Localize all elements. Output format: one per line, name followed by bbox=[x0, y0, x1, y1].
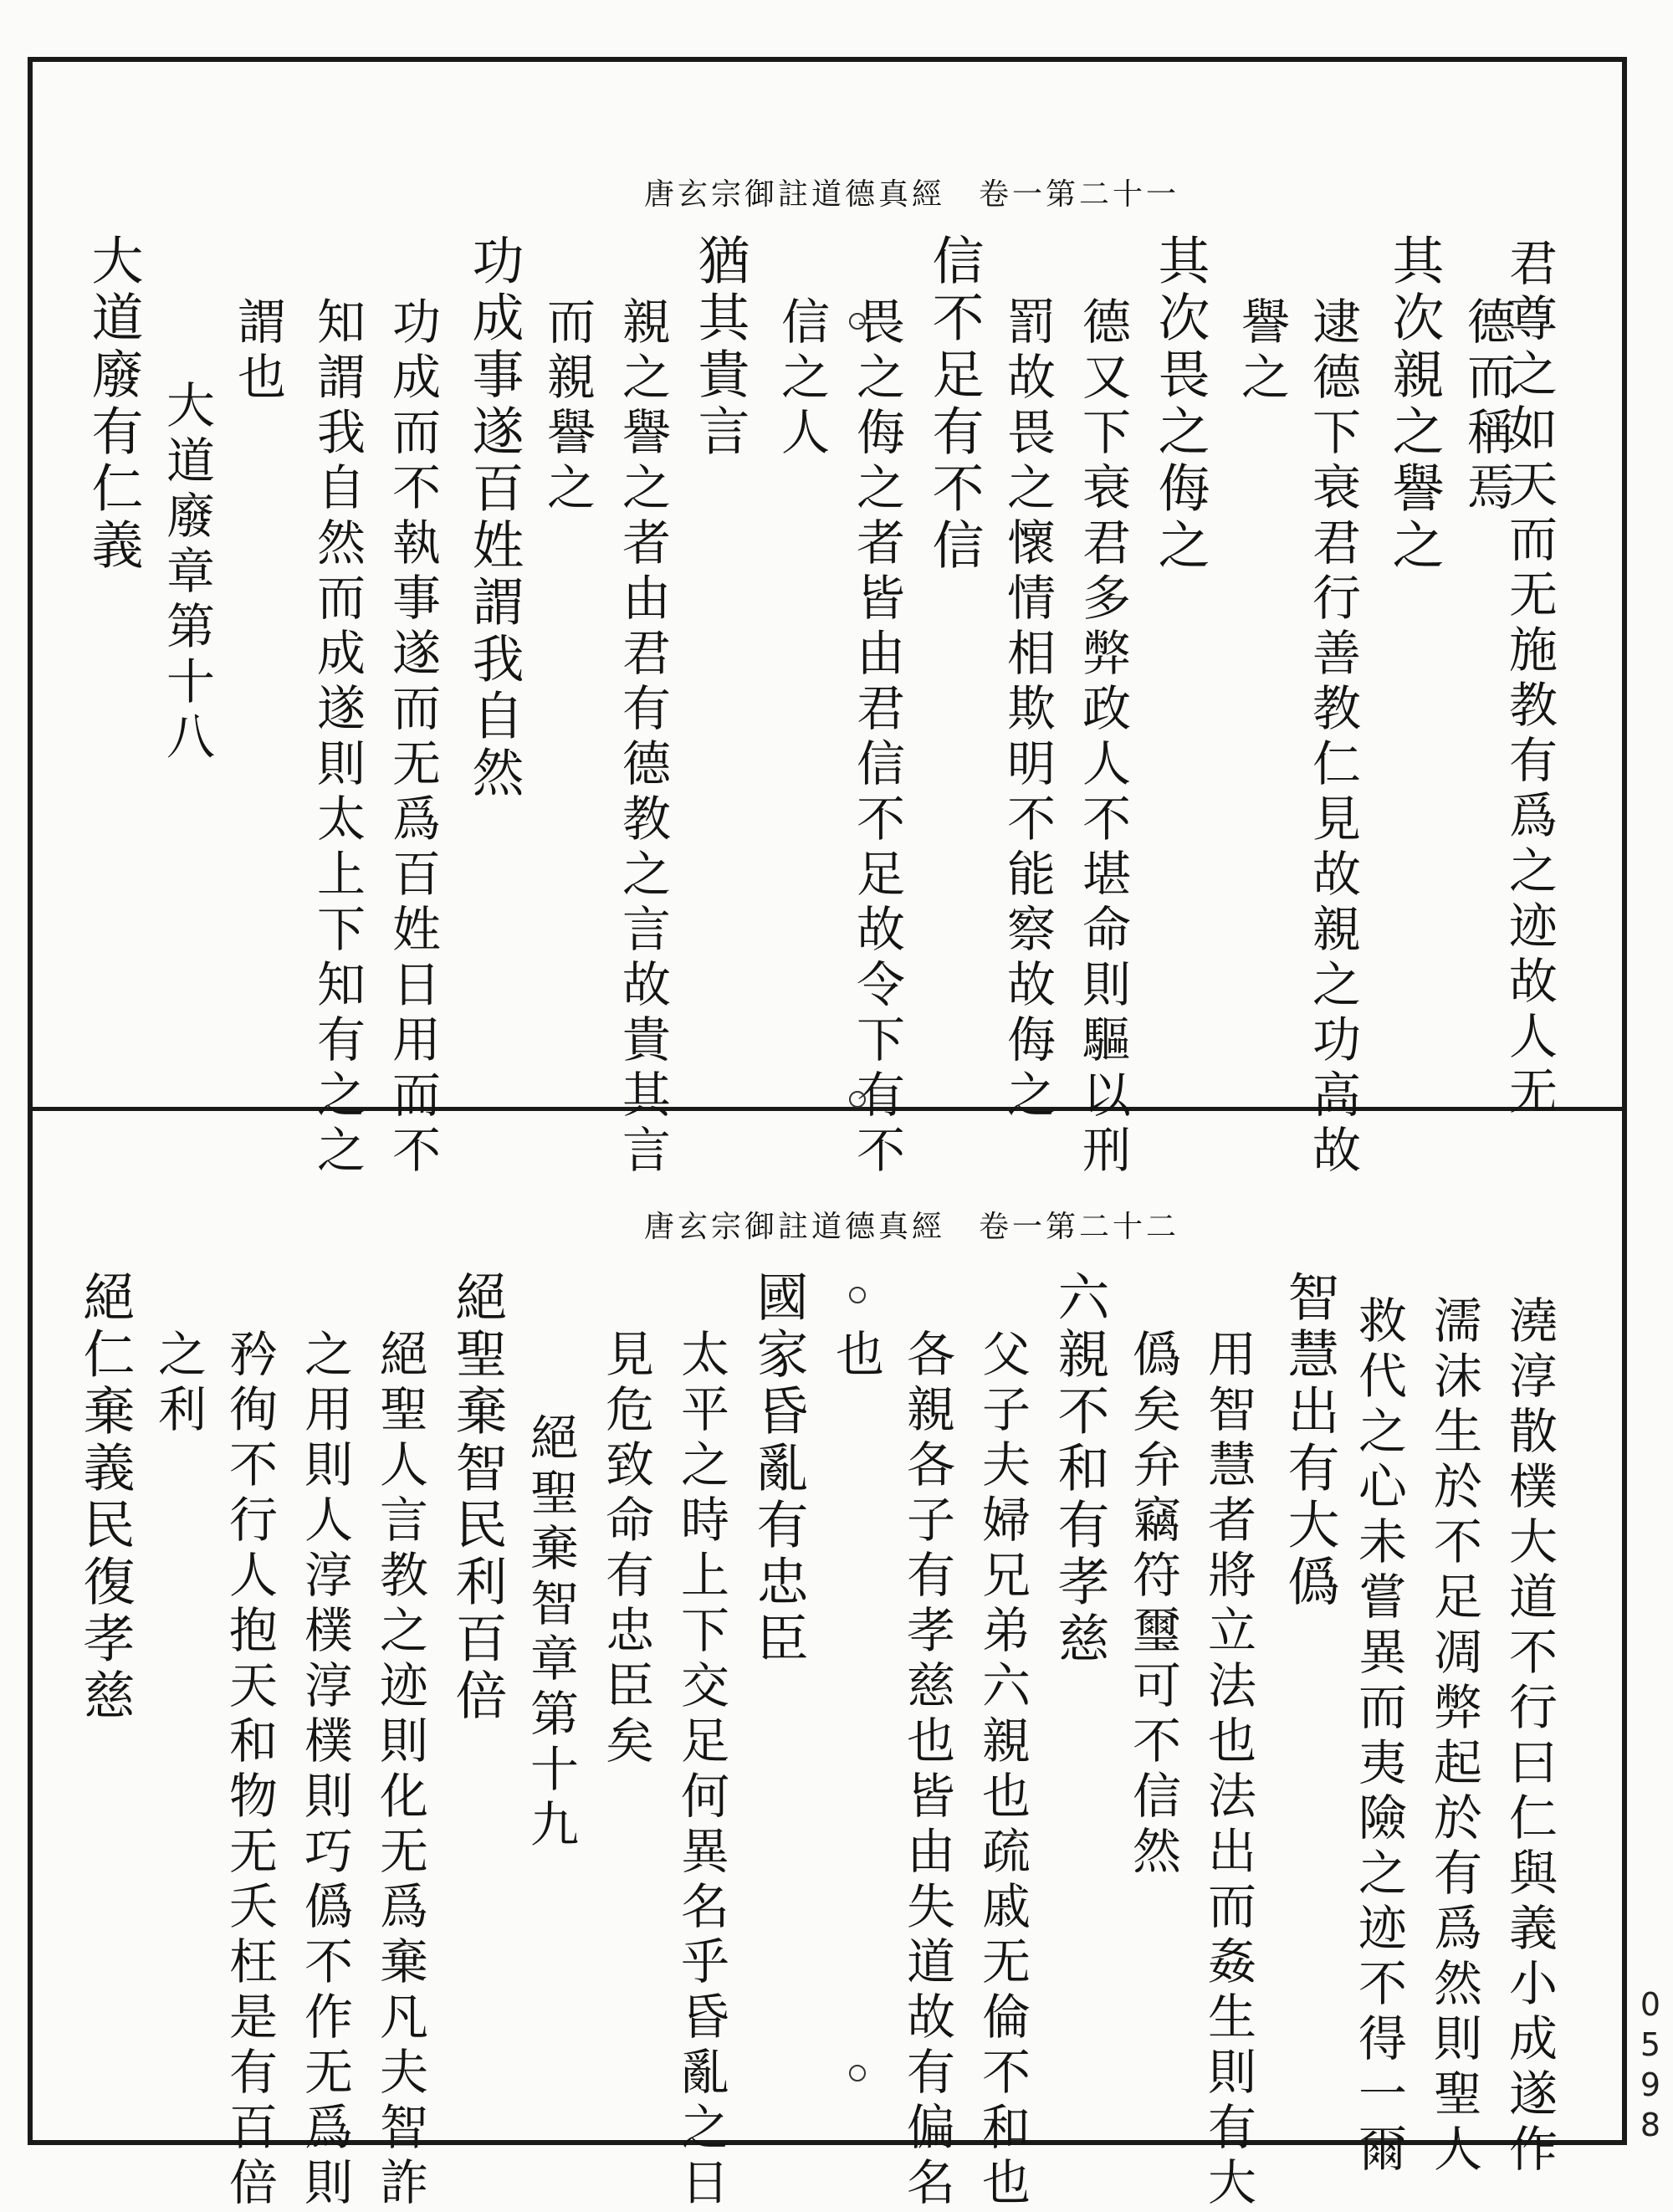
bottom-text-column-14: 絕聖棄智章第十九 bbox=[522, 1412, 579, 1854]
top-text-column-13: 親之譽之者由君有德教之言故貴其言 bbox=[614, 296, 671, 1180]
top-text-column-7: 德又下衰君多弊政人不堪命則驅以刑 bbox=[1074, 296, 1131, 1180]
top-text-column-1: 君尊之如天而无施教有爲之迹故人无 bbox=[1501, 238, 1558, 1121]
top-text-column-17: 知謂我自然而成遂則太上下知有之之 bbox=[309, 296, 366, 1180]
bottom-text-column-17: 之用則人淳樸淳樸則巧僞不作无爲則 bbox=[296, 1329, 353, 2212]
top-text-column-8: 罰故畏之懷情相欺明不能察故侮之 bbox=[999, 296, 1056, 1124]
bottom-running-header: 唐玄宗御註道德真經 卷一第二十二 bbox=[643, 1210, 1179, 1244]
bottom-circle-mark-1 bbox=[849, 1287, 866, 1303]
bottom-text-column-10: 也 bbox=[827, 1329, 884, 1384]
top-text-column-19: 大道廢章第十八 bbox=[158, 380, 215, 766]
top-text-column-11: 信之人 bbox=[773, 296, 830, 462]
bottom-text-column-9: 各親各子有孝慈也皆由失道故有偏名 bbox=[898, 1329, 955, 2212]
bottom-text-column-12: 太平之時上下交足何異名乎昏亂之日 bbox=[673, 1329, 729, 2212]
top-text-column-3: 其次親之譽之 bbox=[1384, 233, 1445, 575]
top-text-column-15: 功成事遂百姓謂我自然 bbox=[463, 233, 524, 802]
top-text-column-14: 而親譽之 bbox=[539, 296, 596, 517]
top-running-header: 唐玄宗御註道德真經 卷一第二十一 bbox=[643, 177, 1179, 212]
bottom-text-column-19: 之利 bbox=[150, 1329, 207, 1439]
top-text-column-6: 其次畏之侮之 bbox=[1149, 233, 1210, 575]
top-text-column-5: 譽之 bbox=[1233, 296, 1290, 407]
bottom-text-column-1: 澆淳散樸大道不行曰仁與義小成遂作 bbox=[1501, 1295, 1558, 2179]
top-text-column-12: 猶其貴言 bbox=[689, 233, 750, 461]
bottom-text-column-7: 六親不和有孝慈 bbox=[1049, 1270, 1110, 1668]
top-text-column-16: 功成而不執事遂而无爲百姓日用而不 bbox=[384, 296, 441, 1180]
top-text-column-10: 畏之侮之者皆由君信不足故令下有不 bbox=[848, 296, 905, 1180]
top-panel bbox=[33, 62, 1623, 1180]
bottom-text-column-6: 僞矣弁竊符璽可不信然 bbox=[1124, 1329, 1181, 1881]
top-text-column-2: 德而稱焉 bbox=[1459, 296, 1516, 517]
bottom-panel bbox=[33, 1111, 1623, 2212]
top-text-column-4: 逮德下衰君行善教仁見故親之功高故 bbox=[1304, 296, 1361, 1180]
bottom-text-column-16: 絕聖人言教之迹則化无爲棄凡夫智詐 bbox=[371, 1329, 428, 2212]
bottom-circle-mark-2 bbox=[849, 2065, 866, 2081]
bottom-text-column-4: 智慧出有大僞 bbox=[1279, 1270, 1340, 1611]
bottom-text-column-18: 矜徇不行人抱天和物无夭枉是有百倍 bbox=[221, 1329, 278, 2212]
bottom-text-column-11: 國家昏亂有忠臣 bbox=[748, 1270, 809, 1668]
page-number: 0598 bbox=[1640, 1986, 1661, 2143]
top-circle-mark-1 bbox=[849, 313, 866, 330]
bottom-text-column-5: 用智慧者將立法也法出而姦生則有大 bbox=[1200, 1329, 1256, 2212]
bottom-text-column-13: 見危致命有忠臣矣 bbox=[597, 1329, 654, 1770]
bottom-text-column-8: 父子夫婦兄弟六親也疏戚无倫不和也 bbox=[974, 1329, 1031, 2212]
top-text-column-20: 大道廢有仁義 bbox=[83, 233, 144, 575]
top-text-column-18: 謂也 bbox=[229, 296, 286, 407]
top-text-column-9: 信不足有不信 bbox=[923, 233, 985, 575]
bottom-text-column-15: 絕聖棄智民利百倍 bbox=[447, 1270, 508, 1725]
bottom-text-column-20: 絕仁棄義民復孝慈 bbox=[74, 1270, 136, 1725]
top-circle-mark-2 bbox=[849, 1091, 866, 1108]
bottom-text-column-3: 救代之心未嘗異而夷險之迹不得一爾 bbox=[1350, 1295, 1407, 2179]
bottom-text-column-2: 濡沫生於不足凋弊起於有爲然則聖人 bbox=[1425, 1295, 1482, 2179]
